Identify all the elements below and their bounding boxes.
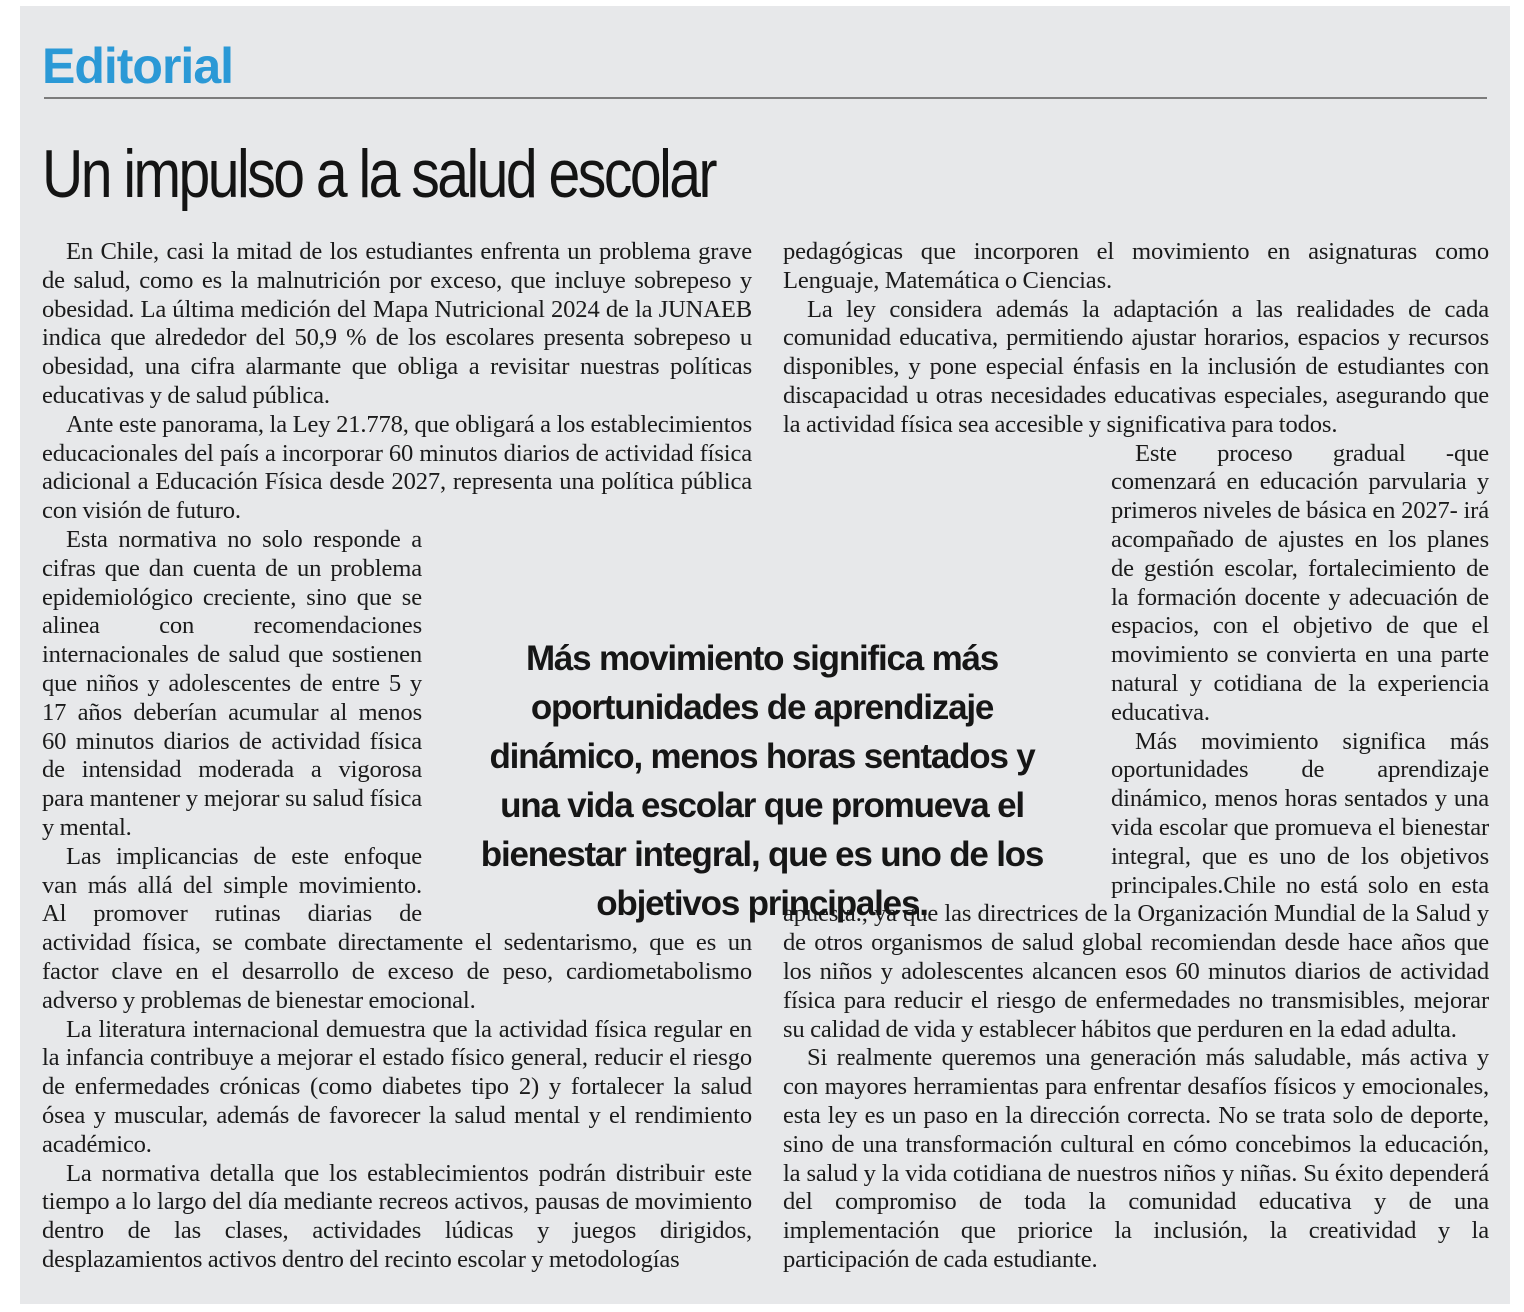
headline: Un impulso a la salud escolar — [42, 136, 716, 212]
paragraph-right-1: La ley considera además la adaptación a las realidades de cada comunidad educativa, permitiendo ajustar horarios, espacios y recursos disponibles, y pone especial énfasis en la inclusión de estudiantes con discapacidad u otras necesidades educativas especiales, asegurando que la actividad física sea accesible y significativa para todos. — [783, 295, 1489, 438]
paragraph-left-5: La literatura internacional demuestra que la actividad física regular en la infancia contribuye a mejorar el estado físico general, reducir el riesgo de enfermedades crónicas (como diabetes tipo 2) y fortalecer la salud ósea y muscular, además de favorecer la salud mental y el rendimiento académico. — [42, 1015, 752, 1158]
paragraph-right-continuation: pedagógicas que incorporen el movimiento en asignaturas como Lenguaje, Matemática o Ciencias. — [783, 238, 1489, 294]
editorial-page — [20, 6, 1510, 1304]
section-label: Editorial — [42, 38, 234, 94]
paragraph-right-3: Más movimiento significa más oportunidades de aprendizaje dinámico, menos horas sentados y una vida escolar que promueva el bienestar integral, que es uno de los objetivos principales.Chile no está solo en esta apuesta., ya que las directrices de la Organización Mundial de la Salud y de otros organismos de salud global recomiendan desde hace años que los niños y adolescentes alcancen esos 60 minutos diarios de actividad física para reducir el riesgo de enfermedades no transmisibles, mejorar su calidad de vida y establecer hábitos que perduren en la edad adulta. — [783, 727, 1489, 1043]
pull-quote: Más movimiento significa más oportunidades de aprendizaje dinámico, menos horas sentados y una vida escolar que promueva el bienestar integral, que es uno de los objetivos principales. — [480, 639, 1044, 923]
paragraph-left-6: La normativa detalla que los establecimientos podrán distribuir este tiempo a lo largo del día mediante recreos activos, pausas de movimiento dentro de las clases, actividades lúdicas y juegos dirigidos, desplazamientos activos dentro del recinto escolar y metodologías — [42, 1159, 752, 1273]
paragraph-right-2: Este proceso gradual -que comenzará en educación parvularia y primeros niveles de básica en 2027- irá acompañado de ajustes en los planes de gestión escolar, fortalecimiento de la formación docente y adecuación de espacios, con el objetivo de que el movimiento se convierta en una parte natural y cotidiana de la experiencia educativa. — [1111, 439, 1489, 726]
paragraph-left-2: Ante este panorama, la Ley 21.778, que obligará a los establecimientos educacionales del país a incorporar 60 minutos diarios de actividad física adicional a Educación Física desde 2027, representa una política pública con visión de futuro. — [42, 410, 752, 525]
paragraph-left-4: Las implicancias de este enfoque van más allá del simple movimiento. Al promover rutinas diarias de actividad física, se combate directamente el sedentarismo, que es un factor clave en el desarrollo de exceso de peso, cardiometabolismo adverso y problemas de bienestar emocional. — [42, 842, 752, 1014]
paragraph-left-1: En Chile, casi la mitad de los estudiantes enfrenta un problema grave de salud, como es la malnutrición por exceso, que incluye sobrepeso y obesidad. La última medición del Mapa Nutricional 2024 de la JUNAEB indica que alrededor del 50,9 % de los escolares presenta sobrepeso u obesidad, una cifra alarmante que obliga a revisitar nuestras políticas educativas y de salud pública. — [42, 238, 752, 409]
header-rule — [44, 97, 1487, 99]
paragraph-left-3: Esta normativa no solo responde a cifras que dan cuenta de un problema epidemiológico creciente, sino que se alinea con recomendaciones internacionales de salud que sostienen que niños y adolescentes de entre 5 y 17 años deberían acumular al menos 60 minutos diarios de actividad física de intensidad moderada a vigorosa para mantener y mejorar su salud física y mental. — [42, 525, 422, 841]
paragraph-right-4: Si realmente queremos una generación más saludable, más activa y con mayores herramientas para enfrentar desafíos físicos y emocionales, esta ley es un paso en la dirección correcta. No se trata solo de deporte, sino de una transformación cultural en cómo concebimos la educación, la salud y la vida cotidiana de nuestros niños y niñas. Su éxito dependerá del compromiso de toda la comunidad educativa y de una implementación que priorice la inclusión, la creatividad y la participación de cada estudiante. — [783, 1044, 1489, 1273]
